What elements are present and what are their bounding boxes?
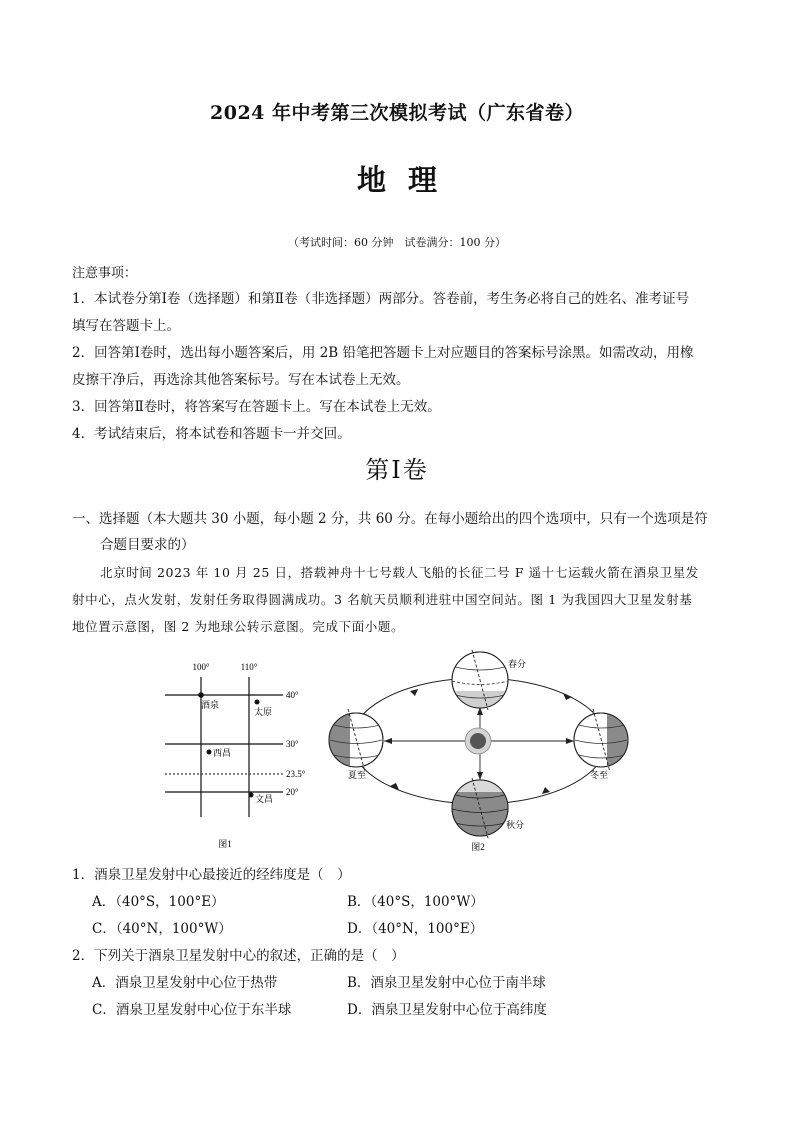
label-winter-solstice: 冬至 [590,770,609,780]
site-xichang-label: 西昌 [213,748,232,758]
passage-line-3: 地位置示意图，图 2 为地球公转示意图。完成下面小题。 [72,619,405,634]
notice-item-4: 4．考试结束后，将本试卷和答题卡一并交回。 [72,426,351,442]
earth-autumn-equinox [452,778,508,838]
passage-line-1: 北京时间 2023 年 10 月 25 日，搭载神舟十七号载人飞船的长征二号 F 遥十七运载火箭在酒泉卫星发 [100,565,699,580]
q1-stem: 1．酒泉卫星发射中心最接近的经纬度是（ ） [72,867,351,883]
site-wenchang-dot [249,793,254,798]
lat-label-40: 40° [286,690,299,700]
lon-label-100: 100° [192,662,210,672]
notice-item-1-line-1: 1．本试卷分第Ⅰ卷（选择题）和第Ⅱ卷（非选择题）两部分。答卷前，考生务必将自己的姓名、准考证号 [72,291,690,307]
figure-2-earth-revolution [322,643,642,855]
site-taiyuan-dot [255,700,260,705]
earth-summer-solstice [329,709,383,772]
site-xichang-dot [207,750,212,755]
lat-label-20: 20° [286,787,299,797]
subject-title: 地理 [356,163,459,197]
q1-option-d[interactable]: D．（40°N，100°E） [347,921,484,937]
q1-option-a[interactable]: A．（40°S，100°E） [92,894,225,910]
figure-1-caption: 图1 [218,839,232,849]
label-spring-equinox: 春分 [508,659,527,669]
site-jiuquan-dot [198,692,204,698]
site-wenchang-label: 文昌 [255,794,274,804]
q1-option-c[interactable]: C．（40°N，100°W） [92,921,232,937]
site-taiyuan-label: 太原 [254,707,273,717]
notice-heading: 注意事项： [72,266,138,281]
figure-2-caption: 图2 [471,842,485,852]
exam-info: （考试时间：60 分钟 试卷满分：100 分） [288,236,506,249]
earth-spring-equinox [452,650,508,711]
volume-title: 第Ⅰ卷 [365,456,429,484]
lon-label-110: 110° [240,662,258,672]
lat-label-23-5: 23.5° [286,769,306,779]
q2-option-a[interactable]: A．酒泉卫星发射中心位于热带 [92,975,278,991]
notice-item-2-line-2: 皮擦干净后，再选涂其他答案标号。写在本试卷上无效。 [72,372,410,388]
q2-option-b[interactable]: B．酒泉卫星发射中心位于南半球 [347,975,546,991]
notice-item-2-line-1: 2．回答第Ⅰ卷时，选出每小题答案后，用 2B 铅笔把答题卡上对应题目的答案标号涂黑。如需改动，用橡 [72,345,694,361]
exam-title: 2024 年中考第三次模拟考试（广东省卷） [210,102,584,124]
site-jiuquan-label: 酒泉 [201,700,220,710]
q2-stem: 2．下列关于酒泉卫星发射中心的叙述，正确的是（ ） [72,948,405,964]
notice-item-3: 3．回答第Ⅱ卷时，将答案写在答题卡上。写在本试卷上无效。 [72,399,441,415]
q1-option-b[interactable]: B．（40°S，100°W） [347,894,484,910]
earth-winter-solstice [574,709,631,772]
q2-option-d[interactable]: D．酒泉卫星发射中心位于高纬度 [347,1002,547,1018]
figure-1-launch-site-map [155,655,325,850]
passage-line-2: 射中心，点火发射，发射任务取得圆满成功。3 名航天员顺利进驻中国空间站。图 1 为我国四大卫星发射基 [72,592,693,607]
lat-label-30: 30° [286,739,299,749]
label-summer-solstice: 夏至 [348,770,367,780]
notice-item-1-line-2: 填写在答题卡上。 [72,318,180,334]
section-heading-line-2: 合题目要求的） [100,537,195,553]
label-autumn-equinox: 秋分 [506,820,525,830]
q2-option-c[interactable]: C．酒泉卫星发射中心位于东半球 [92,1002,292,1018]
section-heading-line-1: 一、选择题（本大题共 30 小题，每小题 2 分，共 60 分。在每小题给出的四个选项中，只有一个选项是符 [72,511,708,527]
sun-core [470,733,486,749]
